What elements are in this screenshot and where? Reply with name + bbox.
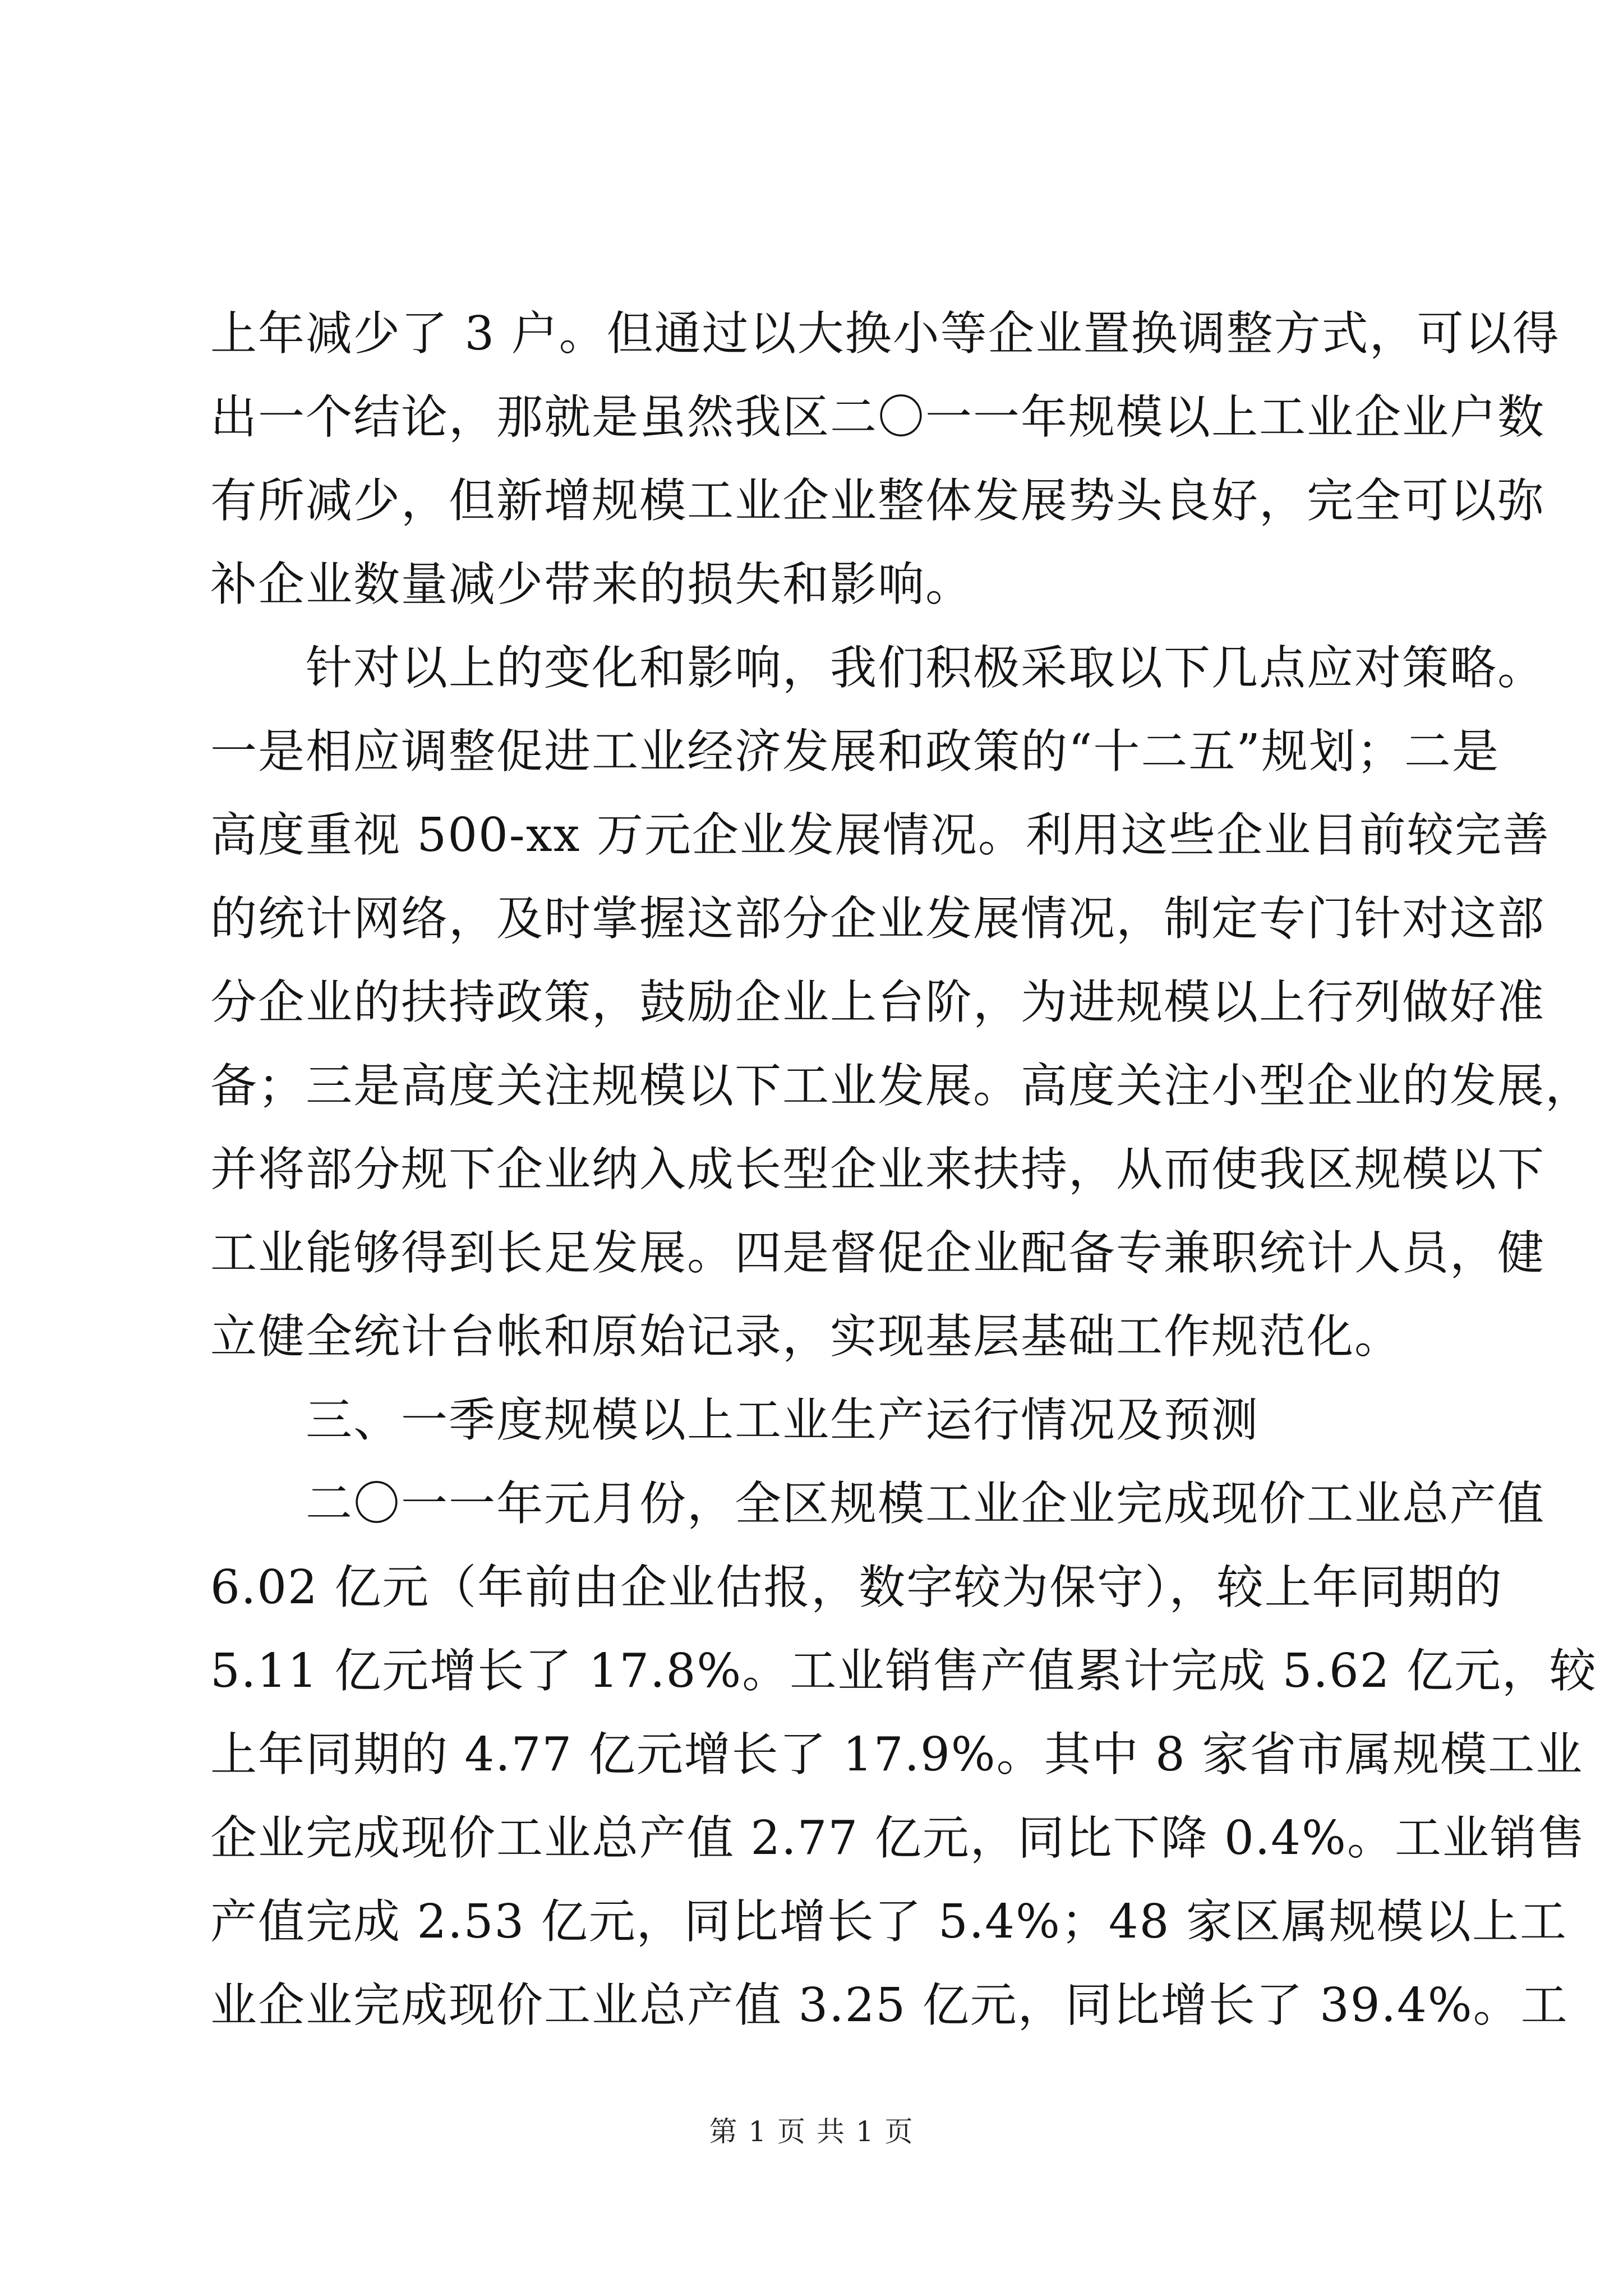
paragraph-1-line-2: 出一个结论，那就是虽然我区二〇一一年规模以上工业企业户数: [210, 390, 1545, 444]
paragraph-4-line-5: 企业完成现价工业总产值 2.77 亿元，同比下降 0.4%。工业销售: [210, 1811, 1585, 1865]
paragraph-4-line-1: 二〇一一年元月份，全区规模工业企业完成现价工业总产值: [306, 1476, 1545, 1531]
page-number-label: 第 1 页 共 1 页: [709, 2115, 914, 2148]
paragraph-4-line-7: 业企业完成现价工业总产值 3.25 亿元，同比增长了 39.4%。工: [210, 1978, 1569, 2032]
paragraph-2-line-5: 分企业的扶持政策，鼓励企业上台阶，为进规模以上行列做好准: [210, 975, 1545, 1029]
paragraph-1-line-1: 上年减少了 3 户。但通过以大换小等企业置换调整方式，可以得: [210, 306, 1560, 361]
document-body: [210, 292, 1597, 2047]
paragraph-2-line-7: 并将部分规下企业纳入成长型企业来扶持，从而使我区规模以下: [210, 1142, 1545, 1197]
paragraph-2-line-6: 备；三是高度关注规模以下工业发展。高度关注小型企业的发展，: [210, 1059, 1593, 1113]
paragraph-4-line-2: 6.02 亿元（年前由企业估报，数字较为保守），较上年同期的: [210, 1560, 1503, 1614]
paragraph-4-line-6: 产值完成 2.53 亿元，同比增长了 5.4%；48 家区属规模以上工: [210, 1894, 1567, 1949]
paragraph-1-line-4: 补企业数量减少带来的损失和影响。: [210, 557, 973, 611]
paragraph-4-line-3: 5.11 亿元增长了 17.8%。工业销售产值累计完成 5.62 亿元，较: [210, 1644, 1597, 1698]
paragraph-1-line-3: 有所减少，但新增规模工业企业整体发展势头良好，完全可以弥: [210, 473, 1545, 528]
section-heading: 三、一季度规模以上工业生产运行情况及预测: [306, 1393, 1259, 1447]
paragraph-2-line-9: 立健全统计台帐和原始记录，实现基层基础工作规范化。: [210, 1309, 1402, 1364]
paragraph-2-line-1: 针对以上的变化和影响，我们积极采取以下几点应对策略。: [306, 641, 1545, 695]
paragraph-2-line-3: 高度重视 500-xx 万元企业发展情况。利用这些企业目前较完善: [210, 808, 1550, 862]
paragraph-4-line-4: 上年同期的 4.77 亿元增长了 17.9%。其中 8 家省市属规模工业: [210, 1727, 1584, 1782]
page-footer: [0, 2109, 1623, 2150]
paragraph-2-line-2: 一是相应调整促进工业经济发展和政策的“十二五”规划；二是: [210, 724, 1500, 779]
paragraph-2-line-4: 的统计网络，及时掌握这部分企业发展情况，制定专门针对这部: [210, 891, 1545, 946]
paragraph-2-line-8: 工业能够得到长足发展。四是督促企业配备专兼职统计人员，健: [210, 1226, 1545, 1280]
